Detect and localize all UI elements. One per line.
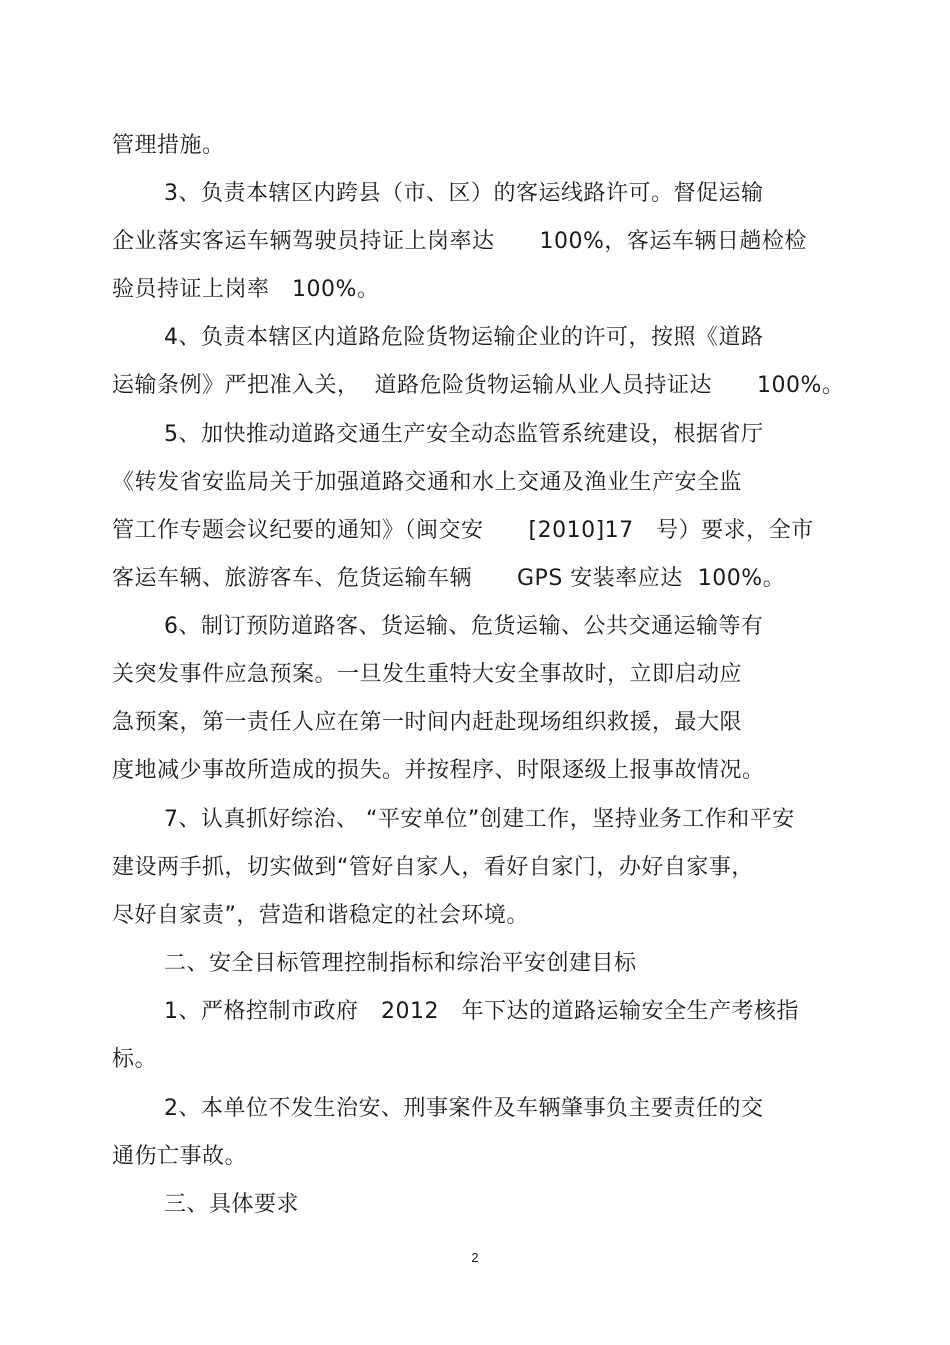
section-heading-3: 三、具体要求 xyxy=(164,1192,300,1217)
text-line-2: 3、负责本辖区内跨县（市、区）的客运线路许可。督促运输 xyxy=(164,181,764,206)
section-heading-2: 二、安全目标管理控制指标和综治平安创建目标 xyxy=(164,951,637,976)
text-line-6: 运输条例》严把准入关， 道路危险货物运输从业人员持证达 100%。 xyxy=(112,373,845,398)
text-line-12: 关突发事件应急预案。一旦发生重特大安全事故时，立即启动应 xyxy=(112,662,743,687)
text-line-11: 6、制订预防道路客、货运输、危货运输、公共交通运输等有 xyxy=(164,614,764,639)
text-line-10: 客运车辆、旅游客车、危货运输车辆 GPS 安装率应达 100%。 xyxy=(112,566,786,591)
text-line-1: 管理措施。 xyxy=(112,133,225,158)
text-line-16: 建设两手抓，切实做到“管好自家人，看好自家门，办好自家事， xyxy=(112,855,754,880)
text-line-15: 7、认真抓好综治、 “平安单位”创建工作，坚持业务工作和平安 xyxy=(164,807,795,832)
page-number: 2 xyxy=(471,1250,479,1265)
text-line-4: 验员持证上岗率 100%。 xyxy=(112,277,380,302)
text-line-21: 2、本单位不发生治安、刑事案件及车辆肇事负主要责任的交 xyxy=(164,1096,764,1121)
text-line-14: 度地减少事故所造成的损失。并按程序、时限逐级上报事故情况。 xyxy=(112,758,765,783)
text-line-3: 企业落实客运车辆驾驶员持证上岗率达 100%，客运车辆日趟检检 xyxy=(112,229,807,254)
text-line-19: 1、严格控制市政府 2012 年下达的道路运输安全生产考核指 xyxy=(164,999,799,1024)
text-line-17: 尽好自家责”，营造和谐稳定的社会环境。 xyxy=(112,903,529,928)
text-line-13: 急预案，第一责任人应在第一时间内赶赴现场组织救援，最大限 xyxy=(112,710,743,735)
text-line-8: 《转发省安监局关于加强道路交通和水上交通及渔业生产安全监 xyxy=(112,470,743,495)
text-line-22: 通伤亡事故。 xyxy=(112,1144,248,1169)
text-line-20: 标。 xyxy=(112,1047,158,1072)
text-line-9: 管工作专题会议纪要的通知》（闽交安 [2010]17 号）要求，全市 xyxy=(112,518,814,543)
text-line-7: 5、加快推动道路交通生产安全动态监管系统建设，根据省厅 xyxy=(164,422,764,447)
text-line-5: 4、负责本辖区内道路危险货物运输企业的许可，按照《道路 xyxy=(164,325,764,350)
